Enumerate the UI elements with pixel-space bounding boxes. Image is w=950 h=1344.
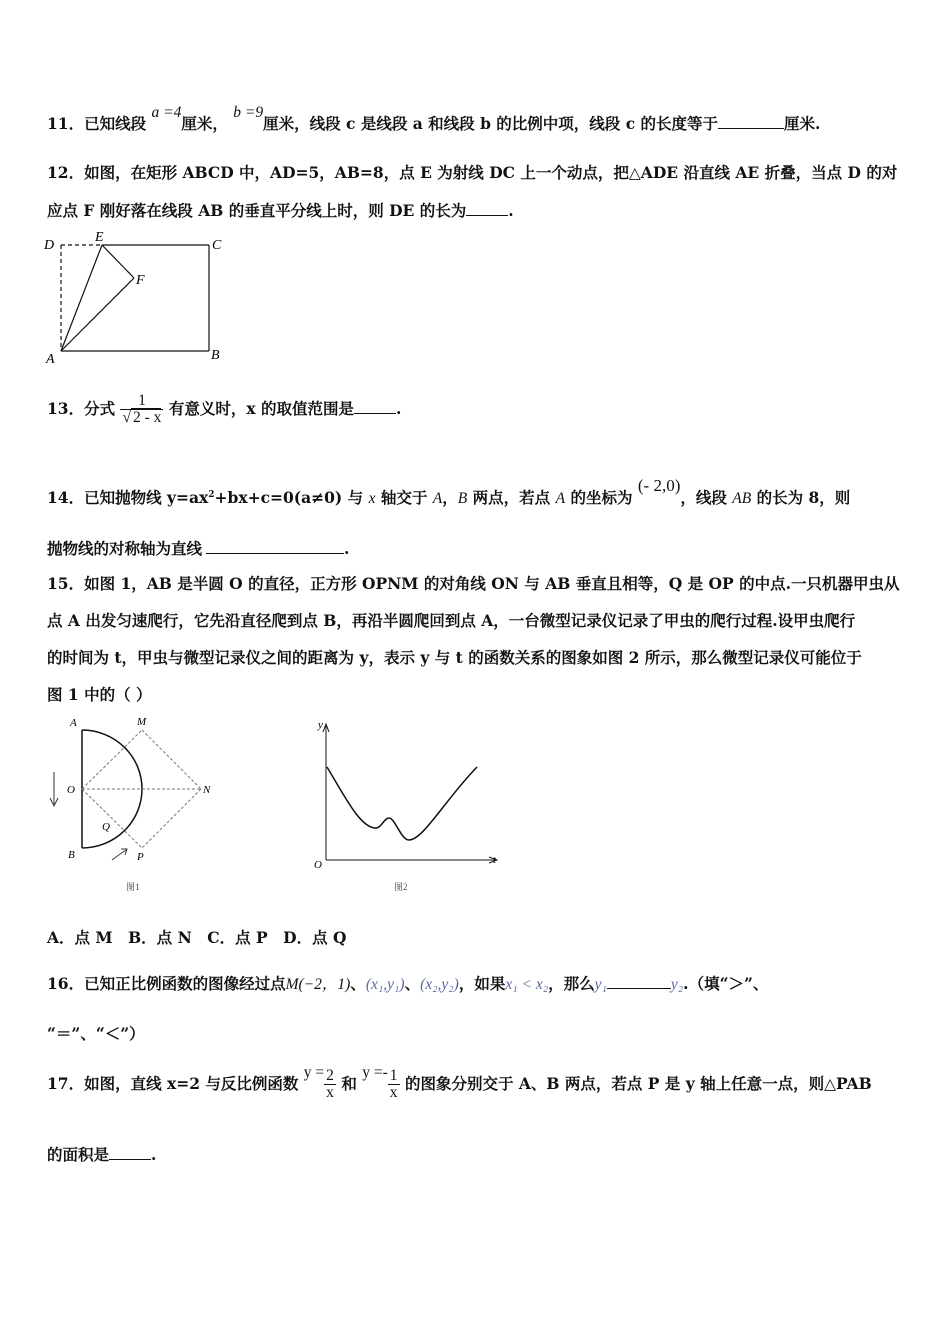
- q14-coordinate: (- 2,0): [637, 476, 681, 495]
- fig2-curve: [327, 767, 477, 840]
- q17-text-2a: 的面积是: [47, 1145, 110, 1164]
- q16-y1: y₁: [594, 976, 607, 993]
- q11-text-1: 已知线段: [84, 114, 147, 133]
- q14-point-a: A: [432, 490, 443, 507]
- q13-fraction-numerator: 1: [120, 393, 163, 410]
- q11-answer-blank: [718, 114, 784, 129]
- q14-text-6: ，线段: [680, 488, 727, 507]
- q17-function-2-lhs: y =-: [362, 1063, 388, 1081]
- q13-fraction: [120, 393, 163, 427]
- q14-comma: ，: [442, 488, 458, 507]
- q11-text-2: 厘米，: [181, 114, 228, 133]
- fig2-label-y: y: [318, 719, 323, 731]
- q16-condition: x₁ < x₂: [505, 976, 549, 993]
- q15-line-4: 图 1 中的（ ）: [47, 685, 152, 704]
- q12-figure-rectangle: [40, 228, 230, 368]
- q12-label-f: F: [136, 273, 145, 288]
- q12-label-d: D: [44, 238, 55, 253]
- q16-text-3: ，那么: [548, 974, 595, 993]
- fig1-label-b: B: [68, 849, 75, 861]
- fig1-label-p: P: [137, 851, 144, 863]
- q17-text-1: 17．如图，直线 x=2 与反比例函数: [47, 1073, 299, 1093]
- fig1-label-o: O: [67, 784, 75, 796]
- q13-text-1: 13．分式: [47, 398, 116, 418]
- q17-text-2b: .: [151, 1145, 157, 1164]
- q12-answer-blank: [466, 201, 508, 216]
- q16-point-m-coordinate: (−2，1): [298, 976, 351, 993]
- q17-line-1: [47, 1063, 872, 1102]
- q12-label-b: B: [211, 348, 220, 363]
- q16-answer-blank: [607, 974, 671, 989]
- q14-answer-blank: [206, 539, 344, 554]
- fig2-caption: 图2: [394, 882, 408, 892]
- fig1-curved-arrow: [112, 850, 126, 860]
- q13-answer-blank: [354, 399, 396, 414]
- q14-superscript: 2: [208, 489, 215, 500]
- q17-text-3: 的图象分别交于 A、B 两点，若点 P 是 y 轴上任意一点，则△PAB: [404, 1073, 872, 1093]
- q16-point-2: (x₂,y₂): [420, 976, 459, 993]
- q16-y2: y₂: [670, 976, 684, 993]
- q17-function-1-numerator: 2: [326, 1067, 334, 1084]
- q12-line-1: 12．如图，在矩形 ABCD 中，AD=5，AB=8，点 E 为射线 DC 上一个动点，把△ADE 沿直线 AE 折叠，当点 D 的对: [47, 163, 898, 182]
- fig1-label-n: N: [203, 784, 211, 796]
- q17-text-2: 和: [341, 1073, 357, 1093]
- q16-line-2: “＝”、“＜”）: [47, 1024, 145, 1043]
- q11-text-4: 厘米.: [784, 114, 821, 133]
- q15-line-3: 的时间为 t，甲虫与微型记录仪之间的距离为 y，表示 y 与 t 的函数关系的图象如图 2 所示，那么微型记录仪可能位于: [47, 648, 862, 667]
- q16-text-4: .（填“＞”、: [683, 974, 769, 993]
- q15-line-2: 点 A 出发匀速爬行，它先沿直径爬到点 B，再沿半圆爬回到点 A，一台微型记录仪记录了甲虫的爬行过程.设甲虫爬行: [47, 611, 856, 630]
- q13-text-2: 有意义时，x 的取值范围是: [168, 398, 354, 418]
- q13-text-3: .: [395, 398, 402, 418]
- q14-text-1: 14．已知抛物线 y=ax: [47, 488, 209, 507]
- q11-text-3: 厘米，线段 c 是线段 a 和线段 b 的比例中项，线段 c 的长度等于: [263, 114, 719, 133]
- q11-line: [47, 104, 821, 134]
- q14-text-5: 的坐标为: [570, 488, 633, 507]
- fig1-label-m: M: [137, 716, 147, 728]
- fig1-curved-arrowhead: [121, 849, 127, 855]
- fig1-om: [82, 730, 142, 789]
- q13-fraction-denominator: √ 2 - x: [122, 409, 162, 427]
- fig1-np: [142, 789, 201, 848]
- q11-a-equation: a =4: [151, 104, 182, 121]
- q12-text-2a: 应点 F 刚好落在线段 AB 的垂直平分线上时，则 DE 的长为: [47, 201, 467, 220]
- q12-edge-ae: [61, 245, 102, 351]
- q15-line-1: 15．如图 1，AB 是半圆 O 的直径，正方形 OPNM 的对角线 ON 与 AB 垂直且相等，Q 是 OP 的中点.一只机器甲虫从: [47, 574, 900, 593]
- q17-function-2-numerator: 1: [389, 1067, 398, 1084]
- q14-line-2: [47, 537, 349, 559]
- q16-text-1: 16．已知正比例函数的图像经过点: [47, 974, 286, 993]
- fig1-caption: 图1: [126, 882, 140, 892]
- q14-line-1: [47, 476, 851, 508]
- fig1-mn: [142, 730, 201, 789]
- q17-function-2-denominator: x: [389, 1084, 398, 1102]
- q14-segment-ab: AB: [732, 490, 752, 507]
- q17-line-2: [47, 1143, 156, 1165]
- q16-text-2: ，如果: [458, 974, 506, 993]
- fig2-label-t: t: [493, 854, 497, 866]
- q14-text-2: +bx+c=0(a≠0) 与: [214, 488, 364, 507]
- q12-text-2b: .: [508, 201, 514, 220]
- fig2-label-o: O: [314, 859, 322, 871]
- q12-label-e: E: [95, 230, 104, 245]
- q16-line-1: [47, 972, 768, 994]
- q13-radicand: 2 - x: [133, 409, 162, 427]
- q15-figure-1: [40, 712, 230, 897]
- q14-point-a-2: A: [555, 490, 566, 507]
- fig1-op: [82, 789, 142, 848]
- q17-function-1-denominator: x: [326, 1084, 334, 1102]
- q14-text-2a: 抛物线的对称轴为直线: [47, 539, 203, 558]
- q11-number: 11．: [47, 114, 85, 133]
- q14-x: x: [368, 490, 376, 507]
- q14-text-2b: .: [344, 539, 350, 558]
- q16-point-1: (x₁,y₁): [365, 976, 405, 993]
- q16-separator-2: 、: [404, 974, 421, 993]
- q17-function-1-lhs: y =: [303, 1063, 325, 1081]
- q14-point-b: B: [457, 490, 468, 507]
- fig1-label-q: Q: [102, 821, 110, 833]
- q13-line: [47, 393, 401, 427]
- q11-b-equation: b =9: [233, 104, 264, 121]
- q12-edge-af: [61, 278, 134, 351]
- q16-point-m: M: [285, 976, 299, 993]
- q17-answer-blank: [109, 1145, 151, 1160]
- q17-function-2-fraction: [388, 1068, 400, 1102]
- fig1-label-a: A: [70, 717, 77, 729]
- q12-label-a: A: [46, 352, 55, 367]
- q12-line-2: [47, 199, 514, 221]
- q14-text-7: 的长为 8，则: [756, 488, 851, 507]
- q12-label-c: C: [212, 238, 222, 253]
- q15-options: A．点 M B．点 N C．点 P D．点 Q: [47, 928, 347, 947]
- q16-separator-1: 、: [350, 974, 366, 993]
- q17-function-1-fraction: [324, 1068, 336, 1102]
- q14-text-4: 两点，若点: [472, 488, 551, 507]
- q15-figure-2: [305, 712, 510, 897]
- q14-text-3: 轴交于: [380, 488, 428, 507]
- q12-edge-ef: [102, 245, 134, 278]
